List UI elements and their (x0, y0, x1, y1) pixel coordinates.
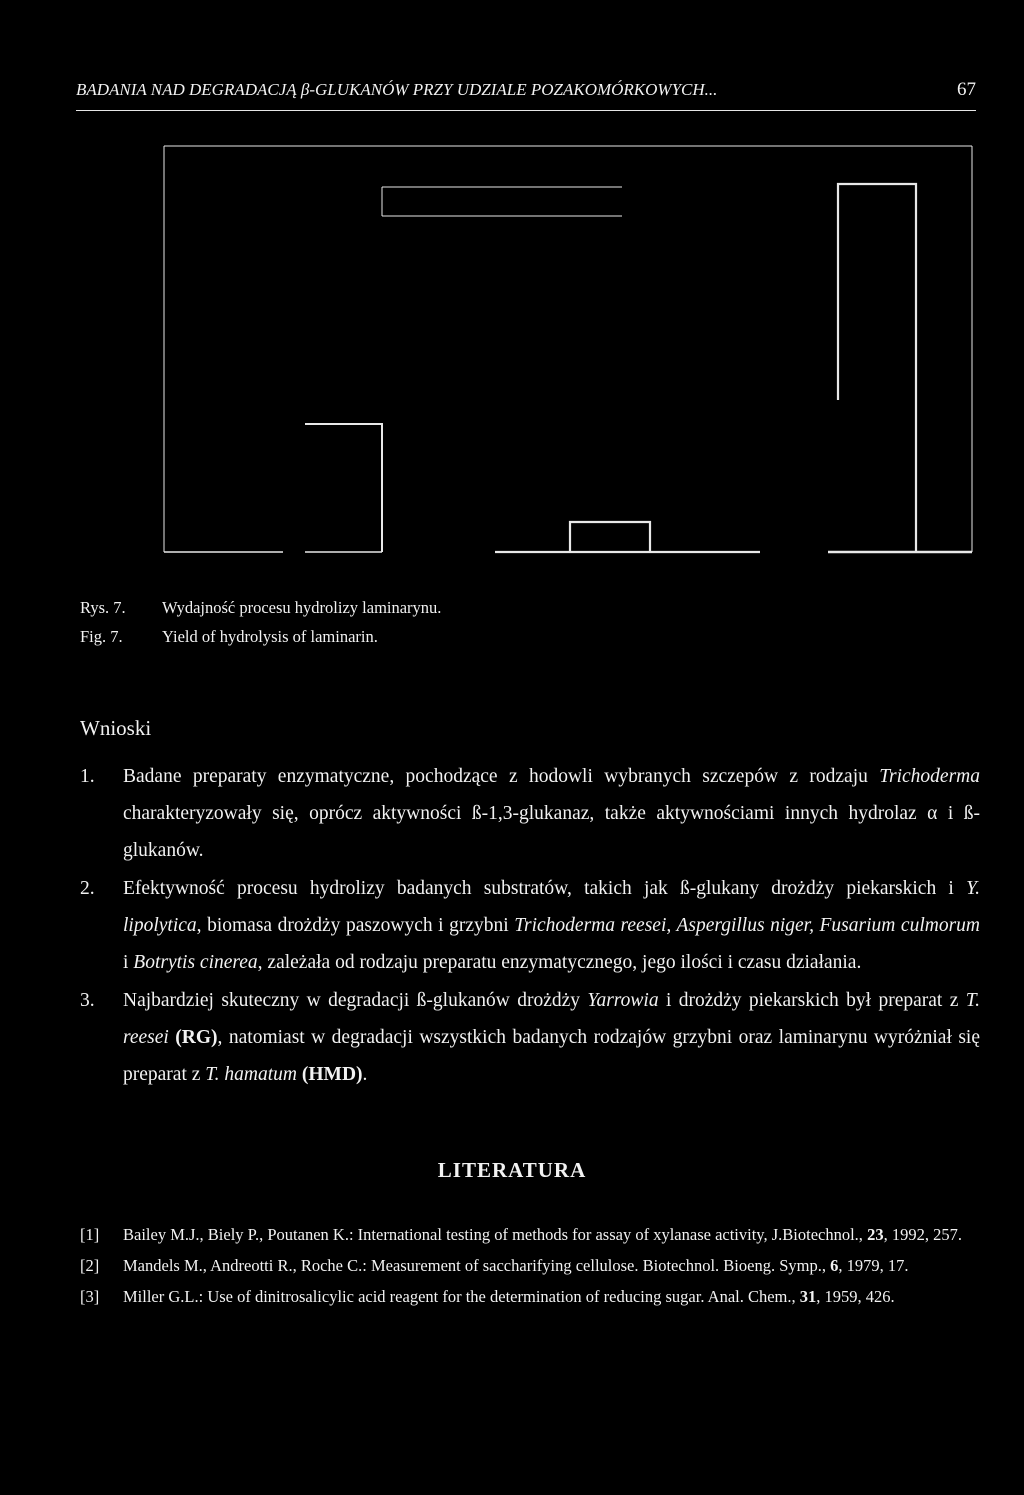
reference-text: Mandels M., Andreotti R., Roche C.: Measurement of saccharifying cellulose. Biotechnol. Bioeng. Symp., 6, 1979, 17. (123, 1256, 909, 1275)
reference-list (80, 1222, 980, 1315)
section-heading-conclusions: Wnioski (80, 716, 152, 740)
reference-number: [2] (80, 1256, 100, 1275)
conclusion-item (80, 870, 980, 981)
bar-2 (570, 522, 650, 552)
reference-item (80, 1284, 980, 1310)
conclusion-item (80, 982, 980, 1093)
conclusion-number: 1. (80, 766, 95, 787)
conclusion-text: Najbardziej skuteczny w degradacji ß-glukanów drożdży Yarrowia i drożdży piekarskich był preparat z T. reesei (RG), natomiast w degradacji wszystkich badanych rodzajów grzybni oraz laminarynu wyróżniał się preparat z T. hamatum (HMD). (123, 990, 980, 1085)
conclusion-number: 3. (80, 990, 95, 1011)
bar-1 (305, 424, 382, 552)
caption-text-en: Yield of hydrolysis of laminarin. (162, 627, 378, 646)
reference-item (80, 1222, 980, 1248)
figure-7 (0, 0, 1024, 600)
section-heading-literature: LITERATURA (437, 1158, 587, 1182)
conclusion-item (80, 758, 980, 869)
reference-text: Bailey M.J., Biely P., Poutanen K.: International testing of methods for assay of xylanase activity, J.Biotechnol., 23, 1992, 257. (123, 1225, 962, 1244)
reference-text: Miller G.L.: Use of dinitrosalicylic acid reagent for the determination of reducing sugar. Anal. Chem., 31, 1959, 426. (123, 1287, 895, 1306)
conclusions-list (80, 758, 980, 1093)
conclusion-number: 2. (80, 878, 95, 899)
reference-number: [1] (80, 1225, 100, 1244)
reference-item (80, 1253, 980, 1279)
caption-text-pl: Wydajność procesu hydrolizy laminarynu. (162, 598, 442, 617)
running-title: BADANIA NAD DEGRADACJĄ β-GLUKANÓW PRZY UDZIALE POZAKOMÓRKOWYCH... (76, 80, 718, 99)
conclusion-text: Badane preparaty enzymatyczne, pochodzące z hodowli wybranych szczepów z rodzaju Trichoderma charakteryzowały się, oprócz aktywności ß-1,3-glukanaz, także aktywnościami innych hydrolaz α i ß-glukanów. (123, 766, 980, 861)
reference-number: [3] (80, 1287, 100, 1306)
caption-label-pl: Rys. 7. (80, 598, 126, 617)
bar-3 (838, 184, 916, 552)
caption-label-en: Fig. 7. (80, 627, 123, 646)
page-number: 67 (957, 79, 976, 100)
conclusion-text: Efektywność procesu hydrolizy badanych substratów, takich jak ß-glukany drożdży piekarskich i Y. lipolytica, biomasa drożdży paszowych i grzybni Trichoderma reesei, Aspergillus niger, Fusarium culmorum i Botrytis cinerea, zależała od rodzaju preparatu enzymatycznego, jego ilości i czasu działania. (123, 878, 980, 973)
